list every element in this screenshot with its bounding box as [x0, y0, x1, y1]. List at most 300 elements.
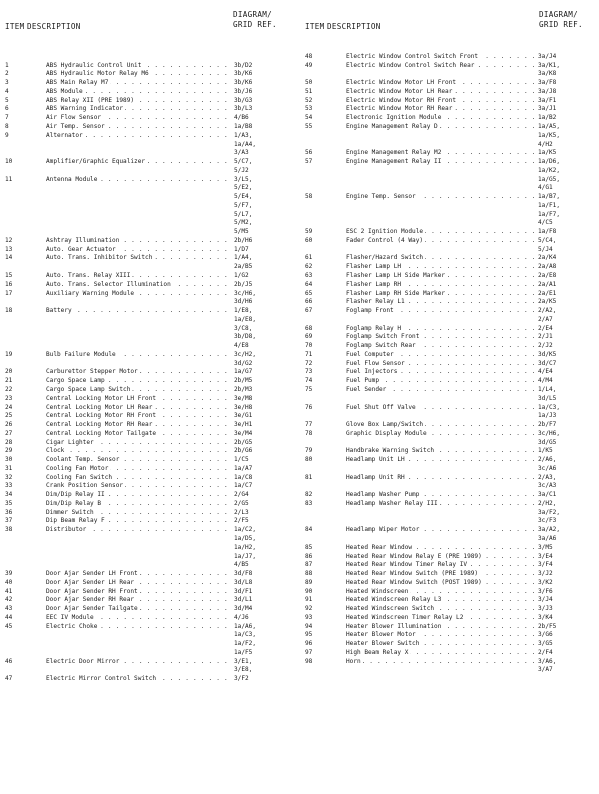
grid-reference: 3b/D8, [234, 333, 257, 341]
item-description [346, 465, 534, 472]
item-description-text: Clock [46, 447, 65, 455]
grid-reference: 3d/K5 [538, 350, 557, 358]
grid-reference: 4/J6 [234, 613, 249, 621]
item-number: 86 [305, 552, 313, 560]
table-row [0, 105, 300, 114]
item-description-text: Headlamp Unit LH [346, 456, 405, 464]
grid-reference: 3/J3 [538, 605, 553, 613]
item-number: 4 [5, 87, 9, 95]
item-description [346, 149, 534, 156]
item-description [46, 570, 232, 577]
item-description-text: Flasher Relay L1 [346, 298, 405, 306]
item-description-text: Dim/Dip Relay B [46, 499, 102, 507]
item-number: 16 [5, 280, 13, 288]
item-description-text: Door Ajar Sender Tailgate [46, 605, 138, 613]
table-row [300, 657, 599, 666]
grid-reference: 2a/E8 [538, 272, 557, 280]
table-row [0, 464, 300, 473]
table-row [300, 631, 599, 640]
table-row [300, 543, 599, 552]
item-description-text: Electric Window Control Switch Rear [346, 61, 475, 69]
item-description-text [46, 333, 48, 340]
item-number: 5 [5, 96, 9, 104]
item-description [46, 561, 232, 568]
item-number: 39 [5, 570, 13, 578]
item-number: 46 [5, 657, 13, 665]
grid-reference: 3b/K6 [234, 70, 253, 78]
item-description [346, 421, 534, 428]
item-description-text: ABS Hydraulic Motor Relay M6 [46, 70, 149, 78]
table-row [300, 499, 599, 508]
grid-reference: 3a/J4 [538, 52, 557, 60]
item-description-text: Auxiliary Warning Module [46, 289, 135, 297]
table-row [300, 113, 599, 122]
table-row [0, 648, 300, 657]
grid-reference: 2/E4 [538, 324, 553, 332]
item-number: 94 [305, 622, 313, 630]
item-number: 61 [305, 254, 313, 262]
item-description [346, 219, 534, 226]
table-row [0, 455, 300, 464]
table-row [0, 280, 300, 289]
item-description-text [346, 176, 348, 183]
item-number: 12 [5, 236, 13, 244]
item-description [46, 509, 232, 516]
item-description [346, 62, 534, 69]
table-row [0, 525, 300, 534]
item-description [46, 105, 232, 112]
item-description-text: Central Locking Motor RH Front [46, 412, 157, 420]
grid-reference: 4/B5 [234, 561, 249, 569]
table-row [0, 140, 300, 149]
table-row [0, 385, 300, 394]
item-description [346, 97, 534, 104]
item-number: 27 [5, 429, 13, 437]
table-row [300, 140, 599, 149]
grid-reference: 1a/F7, [538, 210, 561, 218]
item-description [346, 307, 534, 314]
table-row [300, 473, 599, 482]
grid-reference: 1a/C2, [234, 526, 257, 534]
item-number: 69 [305, 333, 313, 341]
grid-reference: 3e/H1 [234, 421, 253, 429]
item-number: 70 [305, 342, 313, 350]
grid-reference: 2b/G5 [234, 438, 253, 446]
item-description-text [46, 360, 48, 367]
item-description [346, 377, 534, 384]
left-row-list [0, 52, 300, 683]
table-row [300, 306, 599, 315]
item-description-text: Engine Temp. Sensor [346, 193, 416, 201]
grid-reference: 3c/H6, [538, 429, 561, 437]
item-description-text: Fuel Injectors [346, 368, 398, 376]
item-description-text [46, 193, 48, 200]
grid-reference: 1/L4, [538, 385, 557, 393]
table-row [300, 61, 599, 70]
item-description [346, 167, 534, 174]
item-description-text: ABS Warning Indicator [46, 105, 124, 113]
item-description-text: Heated Windscreen Switch [346, 605, 435, 613]
item-description [346, 412, 534, 419]
item-description [46, 579, 232, 586]
item-number: 78 [305, 429, 313, 437]
item-description [346, 123, 534, 130]
table-row [300, 254, 599, 263]
item-description [46, 412, 232, 419]
table-row [300, 166, 599, 175]
grid-reference: 3b/L3 [234, 105, 253, 113]
item-description-text [46, 666, 48, 673]
item-description-text: Flasher Lamp RH [346, 280, 402, 288]
item-description [46, 307, 232, 314]
table-row [300, 420, 599, 429]
table-row [300, 157, 599, 166]
grid-reference: 3/J2 [538, 570, 553, 578]
table-row [300, 175, 599, 184]
item-description-text [346, 666, 348, 673]
item-number: 59 [305, 228, 313, 236]
item-description [346, 474, 534, 481]
table-row [300, 666, 599, 675]
item-number: 17 [5, 289, 13, 297]
item-description-text: Glove Box Lamp/Switch [346, 421, 424, 429]
grid-reference: 3/E1, [234, 657, 253, 665]
item-description [46, 97, 232, 104]
item-number: 34 [5, 491, 13, 499]
item-description-text [46, 631, 48, 638]
grid-reference: 3a/F8 [538, 79, 557, 87]
item-description [346, 658, 534, 665]
item-description [346, 53, 534, 60]
table-row [0, 368, 300, 377]
item-number: 40 [5, 578, 13, 586]
item-description-text [346, 465, 348, 472]
grid-reference: 1/E8, [234, 307, 253, 315]
grid-reference: 3a/C1 [538, 491, 557, 499]
grid-reference: 3e/M4 [234, 429, 253, 437]
item-description-text [346, 219, 348, 226]
item-number: 66 [305, 298, 313, 306]
item-header: ITEM [5, 22, 25, 31]
item-description-text: Foglamp Switch Front [346, 333, 420, 341]
grid-reference: 3c/H2, [234, 350, 257, 358]
item-number: 49 [305, 61, 313, 69]
item-number: 35 [5, 499, 13, 507]
grid-reference: 1a/C8 [234, 473, 253, 481]
item-number: 32 [5, 473, 13, 481]
item-description [46, 404, 232, 411]
item-number: 87 [305, 561, 313, 569]
item-description [346, 579, 534, 586]
item-description-text: Amplifier/Graphic Equalizer [46, 158, 146, 166]
item-description-text: Dip Beam Relay F [46, 517, 105, 525]
item-description [46, 237, 232, 244]
table-row [0, 87, 300, 96]
item-description [46, 649, 232, 656]
item-description [46, 439, 232, 446]
grid-reference: 3d/L5 [538, 394, 557, 402]
table-row [0, 473, 300, 482]
item-description [346, 631, 534, 638]
grid-reference: 3d/F8 [234, 570, 253, 578]
item-number: 77 [305, 421, 313, 429]
item-description [46, 263, 232, 270]
item-description [46, 377, 232, 384]
table-row [300, 368, 599, 377]
item-description-text [346, 482, 348, 489]
table-row [300, 411, 599, 420]
grid-reference: 1a/A4, [234, 140, 257, 148]
grid-reference: 1a/D6, [538, 158, 561, 166]
table-row [300, 490, 599, 499]
grid-reference: 3/G5 [538, 640, 553, 648]
item-number: 80 [305, 456, 313, 464]
item-description [346, 491, 534, 498]
grid-reference: 3/L5, [234, 175, 253, 183]
item-description-text [46, 342, 48, 349]
item-description-text: Foglamp Relay H [346, 324, 402, 332]
item-description-text: Headlamp Wiper Motor [346, 526, 420, 534]
item-description [46, 325, 232, 332]
table-row [0, 482, 300, 491]
item-description [46, 254, 232, 261]
item-number: 56 [305, 149, 313, 157]
item-description-text: Coolant Temp. Sensor [46, 456, 120, 464]
item-description-text: Heated Windscreen [346, 587, 409, 595]
grid-reference: 2/A6, [538, 456, 557, 464]
grid-reference: 1a/C7 [234, 482, 253, 490]
item-description-text: ABS Module [46, 87, 83, 95]
item-description-text: Air Flow Sensor [46, 114, 102, 122]
item-description [346, 132, 534, 139]
grid-reference: 3/E4 [538, 552, 553, 560]
description-header: DESCRIPTION [27, 22, 81, 31]
table-row [0, 639, 300, 648]
table-row [0, 604, 300, 613]
table-row [300, 96, 599, 105]
table-row [0, 622, 300, 631]
table-row [0, 569, 300, 578]
item-number: 37 [5, 517, 13, 525]
item-description-text: Cooling Fan Switch [46, 473, 113, 481]
item-description-text: Heated Windscreen Relay L3 [346, 596, 442, 604]
grid-reference: 3e/G1 [234, 412, 253, 420]
item-description [46, 202, 232, 209]
table-row [300, 52, 599, 61]
grid-reference: 2b/G6 [234, 447, 253, 455]
item-description [46, 141, 232, 148]
table-row [300, 70, 599, 79]
item-description-text [46, 325, 48, 332]
item-number: 83 [305, 499, 313, 507]
grid-reference: 2a/B5 [234, 263, 253, 271]
item-description [346, 70, 534, 77]
item-description [346, 482, 534, 489]
item-description [346, 439, 534, 446]
item-description [46, 88, 232, 95]
grid-reference: 3/K4 [538, 613, 553, 621]
item-description [346, 272, 534, 279]
table-row [300, 578, 599, 587]
grid-reference: 1/D7 [234, 245, 249, 253]
grid-reference: 2a/A8 [538, 263, 557, 271]
item-description-text [346, 184, 348, 191]
item-number: 28 [5, 438, 13, 446]
item-description-text: Central Locking Motor RH Rear [46, 421, 153, 429]
grid-reference: 2/J1 [538, 333, 553, 341]
table-row [0, 438, 300, 447]
grid-reference: 3b/J6 [234, 87, 253, 95]
item-description-text: Heated Rear Window Timer Relay IV [346, 561, 468, 569]
item-number: 41 [5, 587, 13, 595]
item-description-text: Fuel Sender [346, 385, 387, 393]
table-row [300, 87, 599, 96]
item-description-text: Cargo Space Lamp [46, 377, 105, 385]
item-description-text [46, 141, 48, 148]
item-description-text: Dim/Dip Relay II [46, 491, 105, 499]
item-number: 62 [305, 263, 313, 271]
item-description [346, 596, 534, 603]
item-description-text: High Beam Relay X [346, 648, 409, 656]
right-column [300, 0, 599, 794]
table-row [0, 96, 300, 105]
table-row [300, 297, 599, 306]
grid-reference: 4/E8 [234, 342, 249, 350]
item-number: 20 [5, 368, 13, 376]
table-row [300, 148, 599, 157]
item-description [346, 386, 534, 393]
item-number: 11 [5, 175, 13, 183]
item-description [46, 482, 232, 489]
item-number: 21 [5, 377, 13, 385]
item-description [346, 570, 534, 577]
item-description [46, 158, 232, 165]
table-row [0, 245, 300, 254]
table-row [300, 552, 599, 561]
item-description-text: Fuel Pump [346, 377, 380, 385]
item-number: 74 [305, 377, 313, 385]
item-description [46, 447, 232, 454]
grid-reference: 2a/A1 [538, 280, 557, 288]
item-description-text: Horn [346, 657, 361, 665]
item-description-text: Electric Window Motor LH Front [346, 79, 457, 87]
item-description-text [46, 228, 48, 235]
item-description-text [46, 149, 48, 156]
item-description [46, 149, 232, 156]
item-description-text [346, 141, 348, 148]
item-description [46, 517, 232, 524]
table-row [300, 201, 599, 210]
table-row [0, 666, 300, 675]
grid-reference: 3d/F1 [234, 587, 253, 595]
grid-reference: 3/F2 [234, 675, 249, 683]
item-description [46, 193, 232, 200]
table-row [300, 604, 599, 613]
item-description-text [46, 649, 48, 656]
table-row [300, 324, 599, 333]
item-description-text: Fuel Flow Sensor [346, 359, 405, 367]
grid-reference: 2/A2, [538, 307, 557, 315]
item-description-text: Engine Management Relay M2 [346, 149, 442, 157]
grid-reference: 3b/G3 [234, 96, 253, 104]
item-description [46, 596, 232, 603]
table-row [0, 227, 300, 236]
item-description-text [46, 263, 48, 270]
grid-reference: 2/H2, [538, 499, 557, 507]
item-number: 97 [305, 648, 313, 656]
table-row [0, 446, 300, 455]
table-row [300, 569, 599, 578]
item-description-text [346, 535, 348, 542]
item-number: 1 [5, 61, 9, 69]
item-description [346, 351, 534, 358]
item-description [346, 246, 534, 253]
item-description [346, 263, 534, 270]
item-description-text: Central Locking Motor LH Rear [46, 403, 153, 411]
item-description-text: Engine Management Relay D [346, 123, 438, 130]
item-description-text: Heater Blower Switch [346, 640, 420, 648]
grid-reference: 5/M5 [234, 228, 249, 236]
table-row [0, 52, 300, 61]
item-number: 91 [305, 596, 313, 604]
grid-reference: 5/M2, [234, 219, 253, 227]
table-row [300, 613, 599, 622]
item-number: 63 [305, 272, 313, 280]
grid-reference: 1a/B2 [538, 114, 557, 122]
grid-reference: 2/J2 [538, 342, 553, 350]
grid-reference: 1a/C3, [538, 403, 561, 411]
table-row [300, 438, 599, 447]
item-description [346, 105, 534, 112]
item-number: 14 [5, 254, 13, 262]
item-description-text: Electric Window Motor RH Rear [346, 105, 453, 113]
grid-reference: 3/G6 [538, 631, 553, 639]
item-description [46, 62, 232, 69]
table-row [0, 78, 300, 87]
item-number: 76 [305, 403, 313, 411]
table-row [0, 517, 300, 526]
item-description-text: Electric Window Control Switch Front [346, 52, 479, 60]
item-description [46, 640, 232, 647]
table-row [0, 543, 300, 552]
item-number: 43 [5, 605, 13, 613]
table-row [0, 674, 300, 683]
item-description [346, 666, 534, 673]
item-number: 85 [305, 543, 313, 551]
grid-reference: 5/J4 [538, 245, 553, 253]
item-description [46, 298, 232, 305]
item-number: 26 [5, 421, 13, 429]
item-description-text [46, 167, 48, 174]
grid-ref-header-line1: DIAGRAM/ [539, 10, 578, 19]
item-number: 60 [305, 236, 313, 244]
item-number: 19 [5, 350, 13, 358]
item-description [346, 395, 534, 402]
table-row [0, 122, 300, 131]
item-description [46, 544, 232, 551]
item-number: 81 [305, 473, 313, 481]
item-description-text [46, 219, 48, 226]
grid-reference: 1a/J3 [538, 412, 557, 420]
item-number: 51 [305, 87, 313, 95]
item-description [46, 228, 232, 235]
item-description-text: Foglamp Front [346, 307, 394, 315]
table-row [0, 113, 300, 122]
grid-reference: 1/A3, [234, 131, 253, 139]
table-row [300, 192, 599, 201]
item-description-text: Flasher Lamp LH Side Marker [346, 272, 446, 280]
grid-reference: 3/F4 [538, 561, 553, 569]
